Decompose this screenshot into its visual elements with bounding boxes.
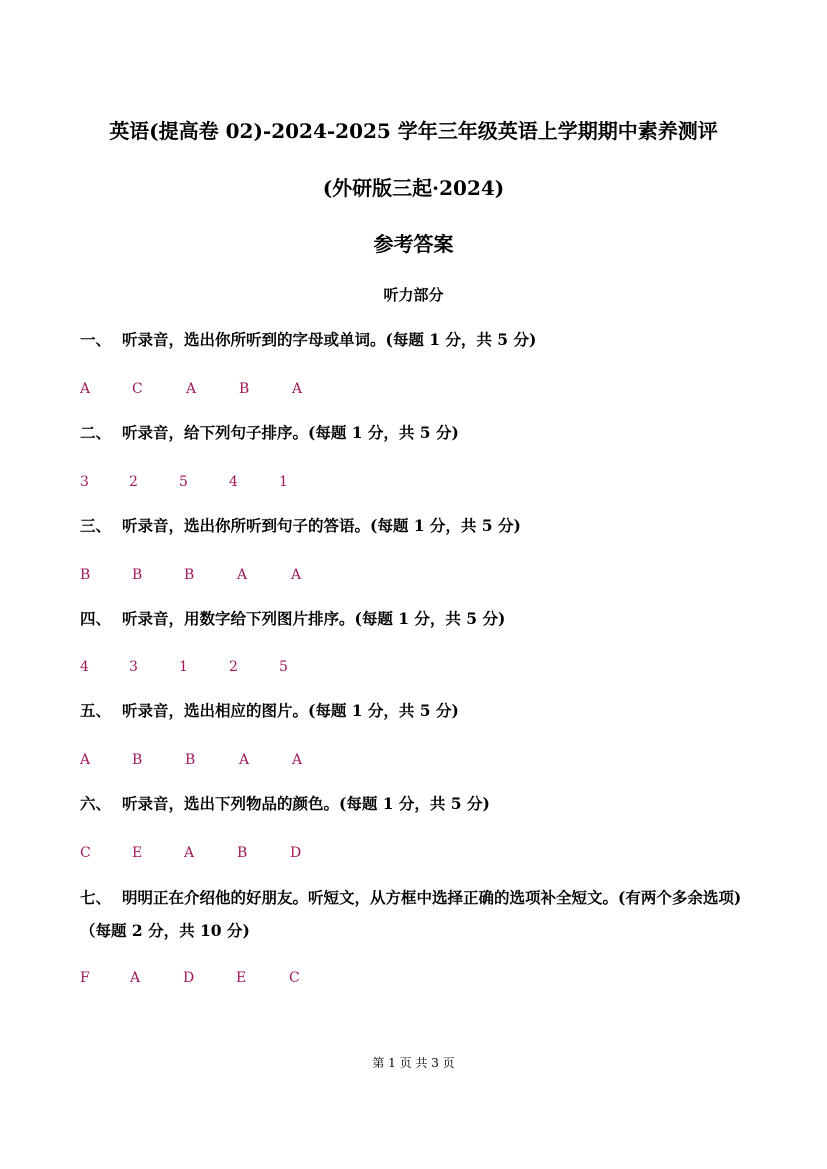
question-number: 四、 [80, 609, 112, 628]
question-number: 二、 [80, 423, 112, 442]
answer: A [186, 381, 197, 397]
question-text: 听录音，用数字给下列图片排序。(每题 1 分，共 5 分) [122, 609, 506, 628]
answer: 5 [179, 474, 188, 490]
answer: B [184, 567, 195, 583]
answer: 4 [80, 659, 89, 675]
question-number: 三、 [80, 516, 112, 535]
answer: A [80, 381, 91, 397]
answer: 2 [129, 474, 138, 490]
answer: A [292, 752, 303, 768]
answer: B [185, 752, 196, 768]
question-number: 七、 [80, 888, 112, 907]
answer: A [80, 752, 91, 768]
document-subtitle: 参考答案 [373, 232, 454, 256]
answer: E [132, 845, 143, 861]
answer: A [292, 381, 303, 397]
answer: A [237, 567, 248, 583]
answer: 3 [129, 659, 138, 675]
answer: B [239, 381, 250, 397]
answer: B [132, 567, 143, 583]
question-number: 一、 [80, 330, 112, 349]
question-number: 五、 [80, 701, 112, 720]
question-text: 听录音，给下列句子排序。(每题 1 分，共 5 分) [122, 423, 459, 442]
document-title-line1: 英语(提高卷 02)-2024-2025 学年三年级英语上学期期中素养测评 [109, 119, 718, 143]
answer: 5 [279, 659, 288, 675]
answer: B [80, 567, 91, 583]
answer: C [132, 381, 143, 397]
question-heading [80, 608, 505, 630]
question-text: 听录音，选出下列物品的颜色。(每题 1 分，共 5 分) [122, 794, 490, 813]
answer: 4 [229, 474, 238, 490]
answer: B [132, 752, 143, 768]
question-text: 听录音，选出你所听到的字母或单词。(每题 1 分，共 5 分) [122, 330, 537, 349]
question-heading [80, 793, 490, 815]
answer: 2 [229, 659, 238, 675]
question-heading [80, 422, 459, 444]
document-title-line2: (外研版三起·2024) [322, 176, 505, 200]
answer: C [80, 845, 91, 861]
question-heading [80, 700, 459, 722]
question-heading [80, 881, 750, 947]
answer: 1 [279, 474, 288, 490]
answer: A [239, 752, 250, 768]
question-text: 听录音，选出相应的图片。(每题 1 分，共 5 分) [122, 701, 459, 720]
section-label: 听力部分 [383, 286, 444, 304]
answer: A [130, 970, 141, 986]
answer: E [236, 970, 247, 986]
answer: D [183, 970, 195, 986]
answer: A [291, 567, 302, 583]
answer: 1 [179, 659, 188, 675]
question-text: 明明正在介绍他的好朋友。听短文，从方框中选择正确的选项补全短文。(有两个多余选项) （每题 2 分，共 10 分) [80, 888, 742, 940]
question-heading [80, 515, 521, 537]
answer: B [237, 845, 248, 861]
answer: C [289, 970, 300, 986]
answer: A [184, 845, 195, 861]
question-number: 六、 [80, 794, 112, 813]
question-heading [80, 329, 536, 351]
answer: F [80, 970, 90, 986]
answer: 3 [80, 474, 89, 490]
answer: D [290, 845, 302, 861]
question-text: 听录音，选出你所听到句子的答语。(每题 1 分，共 5 分) [122, 516, 521, 535]
page-footer: 第 1 页 共 3 页 [372, 1056, 455, 1070]
